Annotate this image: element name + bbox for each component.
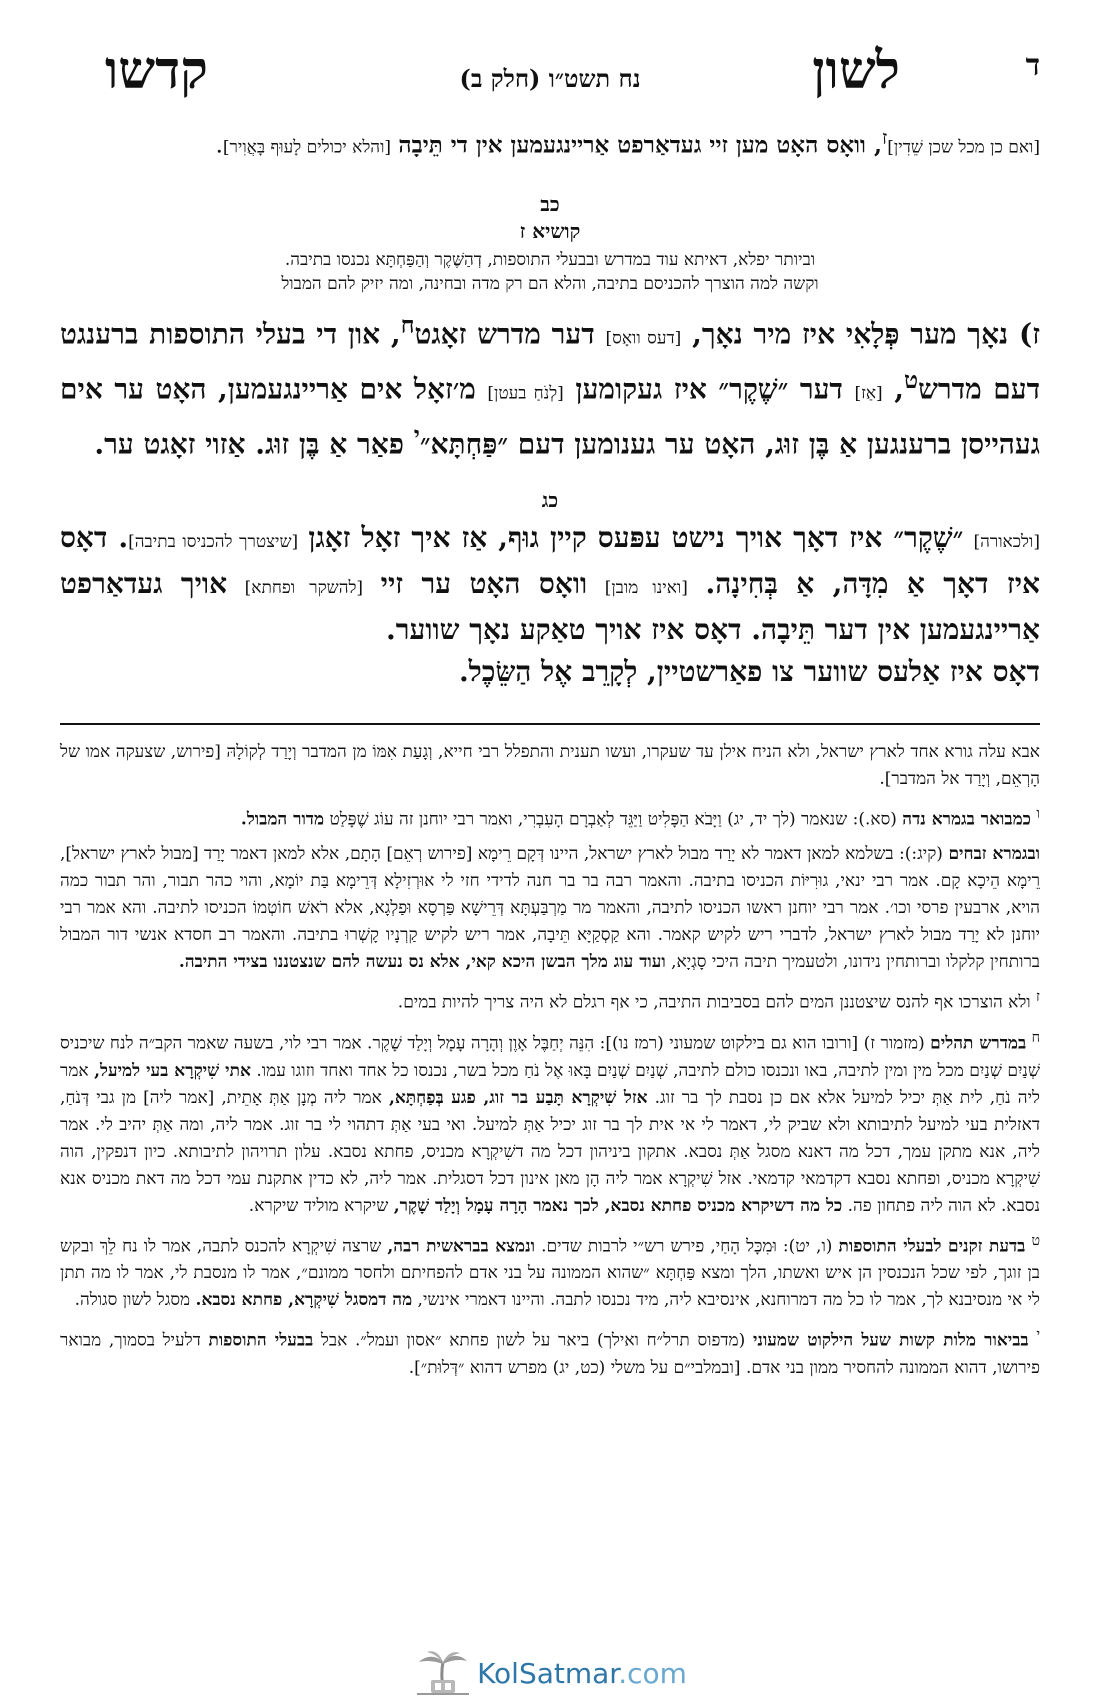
- footnote-ref[interactable]: י: [413, 421, 420, 450]
- footnote-zevachim: ובגמרא זבחים (קיג:): בשלמא למאן דאמר לא יָרַד מבול לארץ ישראל, היינו דְּקָם רֵימָא [פירוש רְאֵם] הָתָם, אלא למאן דאמר יָרַד [מבול לארץ ישראל], רֵימָא הֵיכָא קָם. אמר רבי ינאי, גוּרִיּוֹת הכניסו בתיבה. והאמר רבה בר בר חנה לדידי חזי לי אוּרְזִילָא דְּרֵימָא בַּת יוֹמָא, והוי כהר תבור, והר תבור כמה הויא, ארבעין פרסי וכו׳. אמר רבי יוחנן ראשו הכניסו לתיבה, והאמר מר מַרְבַּעְתָּא דְּרֵישָׁא פַּרְסָא וּפַלְגָא, אלא רֹאשׁ חוֹטְמוֹ הכניסו לתיבה. והא אמר רבי יוחנן לא יָרַד מבול לארץ ישראל, לדברי ריש לקיש קאמר. והא קַסְקַיָּא תֵּיבָה, אמר ריש לקיש קַרְנָיו קָשְׁרוּ בתיבה. והאמר רב חסדא אנשי דור המבול ברותחין קלקלו וברותחין נידונו, ולטעמיך תיבה היכי סָגְיָא, ועוד עוג מלך הבשן היכא קאי, אלא נס נעשה להם שנצטננו בצידי התיבה.: [60, 844, 1041, 973]
- footnote-vav: $^ו$ כמבואר בגמרא נדה (סא.): שנאמר (לך יד, יג) וַיָּבֹא הַפָּלִיט וַיַּגֵּד לְאַבְרָם הָעִבְרִי, ואמר רבי יוחנן זה עוֹג שֶׁפָּלַט מדור המבול.: [240, 805, 1040, 830]
- footnote-ref[interactable]: ז: [881, 126, 888, 149]
- palm-tree-logo-icon: [413, 1650, 471, 1696]
- page-letter: ד: [1025, 48, 1040, 83]
- footnote-chet: $^ח$ במדרש תהלים (מזמור ז) [ורובו הוא גם בילקוט שמעוני (רמז נו)]: הִנֵּה יְחַבֶּל אָוֶן וְהָרָה עָמָל וְיָלַד שָׁקֶר. אמר רבי לוי, בשעה שאמר הקב״ה לנח שיכניס שְׁנַיִם שְׁנַיִם מכל מין ומין לתיבה, באו ונכנסו כולם לתיבה, שְׁנַיִם שְׁנַיִם בָּאוּ אֶל נֹחַ מכל בשר, נכנסו כל אחד ואחד וזוגו עמו. אתי שִׁיקְרָא בעי למיעל, אמר ליה נֹחַ, לית אַתְּ יכיל למיעל אלא אם כן נסבת לך בר זוג. אזל שִׁיקְרָא תָּבַע בר זוג, פגע בְּפַחְתָּא, אמר ליה מְנָן אַתְּ אָתֵית, [אמר ליה] מן גבי דְּנֹחַ, דאזלית בעי למיעל לתיבותא ולא שביק לי, דאמר לי אי אית לך בר זוג יכיל אַתְּ למיעל. ואי בעי אַתְּ דתהוי לי בר זוג. אמר ליה, ומה אַתְּ יהיב לי. אמר ליה, אנא מתקן עמך, דכל מה דאנא מסגל אַתְּ נסבא. אתקון ביניהון דכל מה דשִׁיקְרָא מכניס, פחתא נסבא. עלון תרויהון לתיבותא. כיון דנפקין, הוה שִׁיקְרָא מכניס, ופחתא נסבא דקדמאי קדמאי. אזל שִׁיקְרָא אמר ליה הָן מאן אינון דכל דסגלית. אמר ליה, לא כדין אתקנת עמי דכל מה דאת מכניס אנא נסבא. לא הוה ליה פתחון פה. כל מה דשיקרא מכניס פחתא נסבא, לכך נאמר הָרָה עָמָל וְיָלַד שָׁקֶר, שיקרא מוליד שיקרא.: [60, 1029, 1041, 1216]
- footnote-tet: $^ט$ בדעת זקנים לבעלי התוספות (ו, יט): וּמִכָּל הָחַי, פירש רש״י לרבות שדים. ונמצא בבראשית רבה, שרצה שִׁיקְרָא להכנס לתבה, אמר לו נח לֵךְ ובקש בן זוגך, לפי שכל הנכנסין הן איש ואשתו, הלך ומצא פַּחְתָּא ״שהוא הממונה על בני אדם להפחיתם ולחסר ממונם״, אמר לו מנסבת לי, אמר לו מה תתן לי אי מנסיבנא לך, אמר לו כל מה דמרוחנא, אינסיבא ליה, מיד נכנסו לתבה. והיינו דאמרי אינשי, מה דמסגל שִׁיקְרָא, פחתא נסבא. מסגל לשון סגולה.: [60, 1232, 1041, 1311]
- footnote-zayin: $^ז$ ולא הוצרכו אף להנס שיצטננן המים להם בסביבות התיבה, כי אף רגלם לא היה צריך להיות במים.: [397, 989, 1040, 1013]
- footnote-continuation: אבא עלה גורא אחד לארץ ישראל, ולא הניח אילן עד שעקרו, ועשו תענית והתפלל רבי חייא, וְגָעַת אִמּוֹ מן המדבר וְיָרַד לְקוֹלָהּ [פירוש, שצעקה אמו של הָרְאֵם, וְיָרַד אל המדבר].: [60, 741, 1040, 789]
- document-page: [60, 40, 1040, 1390]
- kolsatmar-logo[interactable]: [0, 1650, 1100, 1696]
- section-heading: קושיא ז: [519, 218, 581, 243]
- footnote-divider: [60, 723, 1040, 725]
- running-title-right: לשון: [812, 40, 900, 101]
- running-header-center: נח תשט״ו (חלק ב): [459, 64, 641, 93]
- main-paragraph-23: [ולכאורה] ״שֶׁקֶר״ איז דאָך אויך נישט עפּעס קיין גוּף, אַז איך זאָל זאָגן [שיצטרך להכניסו בתיבה]. דאָס איז דאָך אַ מִדָּה, אַ בְּחִינָה. [ואינו מובן] וואָס האָט ער זיי [להשקר ופחתא] אויך געדאַרפט אַריינגעמען אין דער תֵּיבָה. דאָס איז אויך טאַקע נאָך שווער.: [60, 520, 1041, 646]
- conclusion-line: דאָס איז אַלעס שווער צו פאַרשטיין, לְקָרֵב אֶל הַשֵּׂכֶל.: [458, 654, 1040, 688]
- footnote-yud: $^י$ בביאור מלות קשות שעל הילקוט שמעוני (מדפוס תרל״ח ואילך) ביאר על לשון פחתא ״אסון ועמל״. אבל בבעלי התוספות דלעיל בסמוך, מבואר פירושו, דהוא הממונה להחסיר ממון בני אדם. [ובמלבי״ם על משלי (כט, יג) מפרש דהוא ״דְּלוּת״].: [60, 1327, 1041, 1378]
- section-number: כב: [540, 191, 560, 216]
- footnotes: [60, 739, 1040, 1382]
- logo-text: KolSatmar.com: [477, 1656, 687, 1690]
- footnote-ref[interactable]: ט: [903, 365, 919, 394]
- main-paragraph-7: ז) נאָך מער פְּלָאִי איז מיר נאָך, [דעס וואָס] דער מדרש זאָגט$^ח$, און די בעלי התוספות ברענגט דעם מדרש$^ט$, [אַז] דער ״שֶׁקֶר״ איז געקומען [לְנֹחַ בעטן] מ׳זאָל אים אַריינגעמען, האָט ער אים געהייסן ברענגען אַ בֶּן זוּג, האָט ער גענומען דעם ״פַּחְתָּא״$^י$ פאַר אַ בֶּן זוּג. אַזוי זאָגט ער.: [60, 310, 1041, 461]
- running-title-left: קדשו: [105, 40, 208, 101]
- page-header: [60, 40, 1040, 110]
- section-number: כג: [541, 487, 559, 512]
- footnote-ref[interactable]: ח: [400, 310, 415, 339]
- question-summary: וביותר יפלא, דאיתא עוד במדרש ובבעלי התוספות, דְהַשֶּׁקֶר וְהַפַּחְתָּא נכנסו בתיבה. וקשה למה הוצרך להכניסם בתיבה, והלא הם רק מדה ובחינה, ומה יזיק להם המבול: [281, 249, 819, 294]
- intro-paragraph: [ואם כן מכל שכן שֵׁדִין]$^ז$, וואָס האָט מען זיי געדאַרפט אַריינגעמען אין די תֵּיבָה [והלא יכולים לָעוּף בָּאֲוִיר].: [215, 126, 1040, 159]
